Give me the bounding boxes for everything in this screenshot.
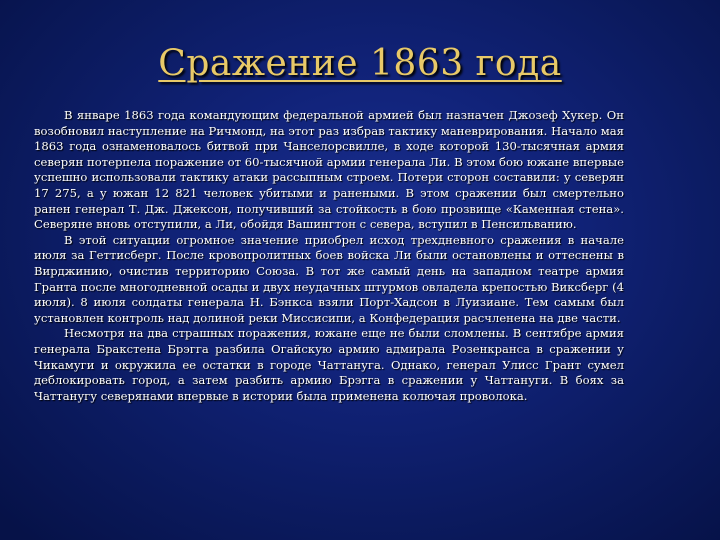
- paragraph-gettysburg: В этой ситуации огромное значение приобрел исход трехдневного сражения в начале июля за Геттисберг. После кровопролитных боев войска Ли были остановлены и оттеснены в Вирджинию, очистив территорию Союза. В тот же самый день на западном театре армия Гранта после многодневной осады и двух неудачных штурмов овладела крепостью Виксберг (4 июля). 8 июля солдаты генерала Н. Бэнкса взяли Порт-Хадсон в Луизиане. Тем самым был установлен контроль над долиной реки Миссисипи, а Конфедерация расчленена на две части.: [34, 232, 624, 325]
- slide-body: [34, 108, 624, 404]
- slide-title: Сражение 1863 года: [158, 43, 562, 84]
- paragraph-chattanooga: Несмотря на два страшных поражения, южане еще не были сломлены. В сентябре армия генерала Бракстена Брэгга разбила Огайскую армию адмирала Розенкранса в сражении у Чикамуги и окружила ее остатки в городе Чаттануга. Однако, генерал Улисс Грант сумел деблокировать город, а затем разбить армию Брэгга в сражении у Чаттануги. В боях за Чаттанугу северянами впервые в истории была применена колючая проволока.: [34, 326, 624, 403]
- paragraph-chancellorsville: В январе 1863 года командующим федеральной армией был назначен Джозеф Хукер. Он возобновил наступление на Ричмонд, на этот раз избрав тактику маневрирования. Начало мая 1863 года ознаменовалось битвой при Чанселорсвилле, в ходе которой 130-тысячная армия северян потерпела поражение от 60-тысячной армии генерала Ли. В этом бою южане впервые успешно использовали тактику атаки рассыпным строем. Потери сторон составили: у северян 17 275, а у южан 12 821 человек убитыми и ранеными. В этом сражении был смертельно ранен генерал Т. Дж. Джексон, получивший за стойкость в бою прозвище «Каменная стена». Северяне вновь отступили, а Ли, обойдя Вашингтон с севера, вступил в Пенсильванию.: [34, 108, 624, 232]
